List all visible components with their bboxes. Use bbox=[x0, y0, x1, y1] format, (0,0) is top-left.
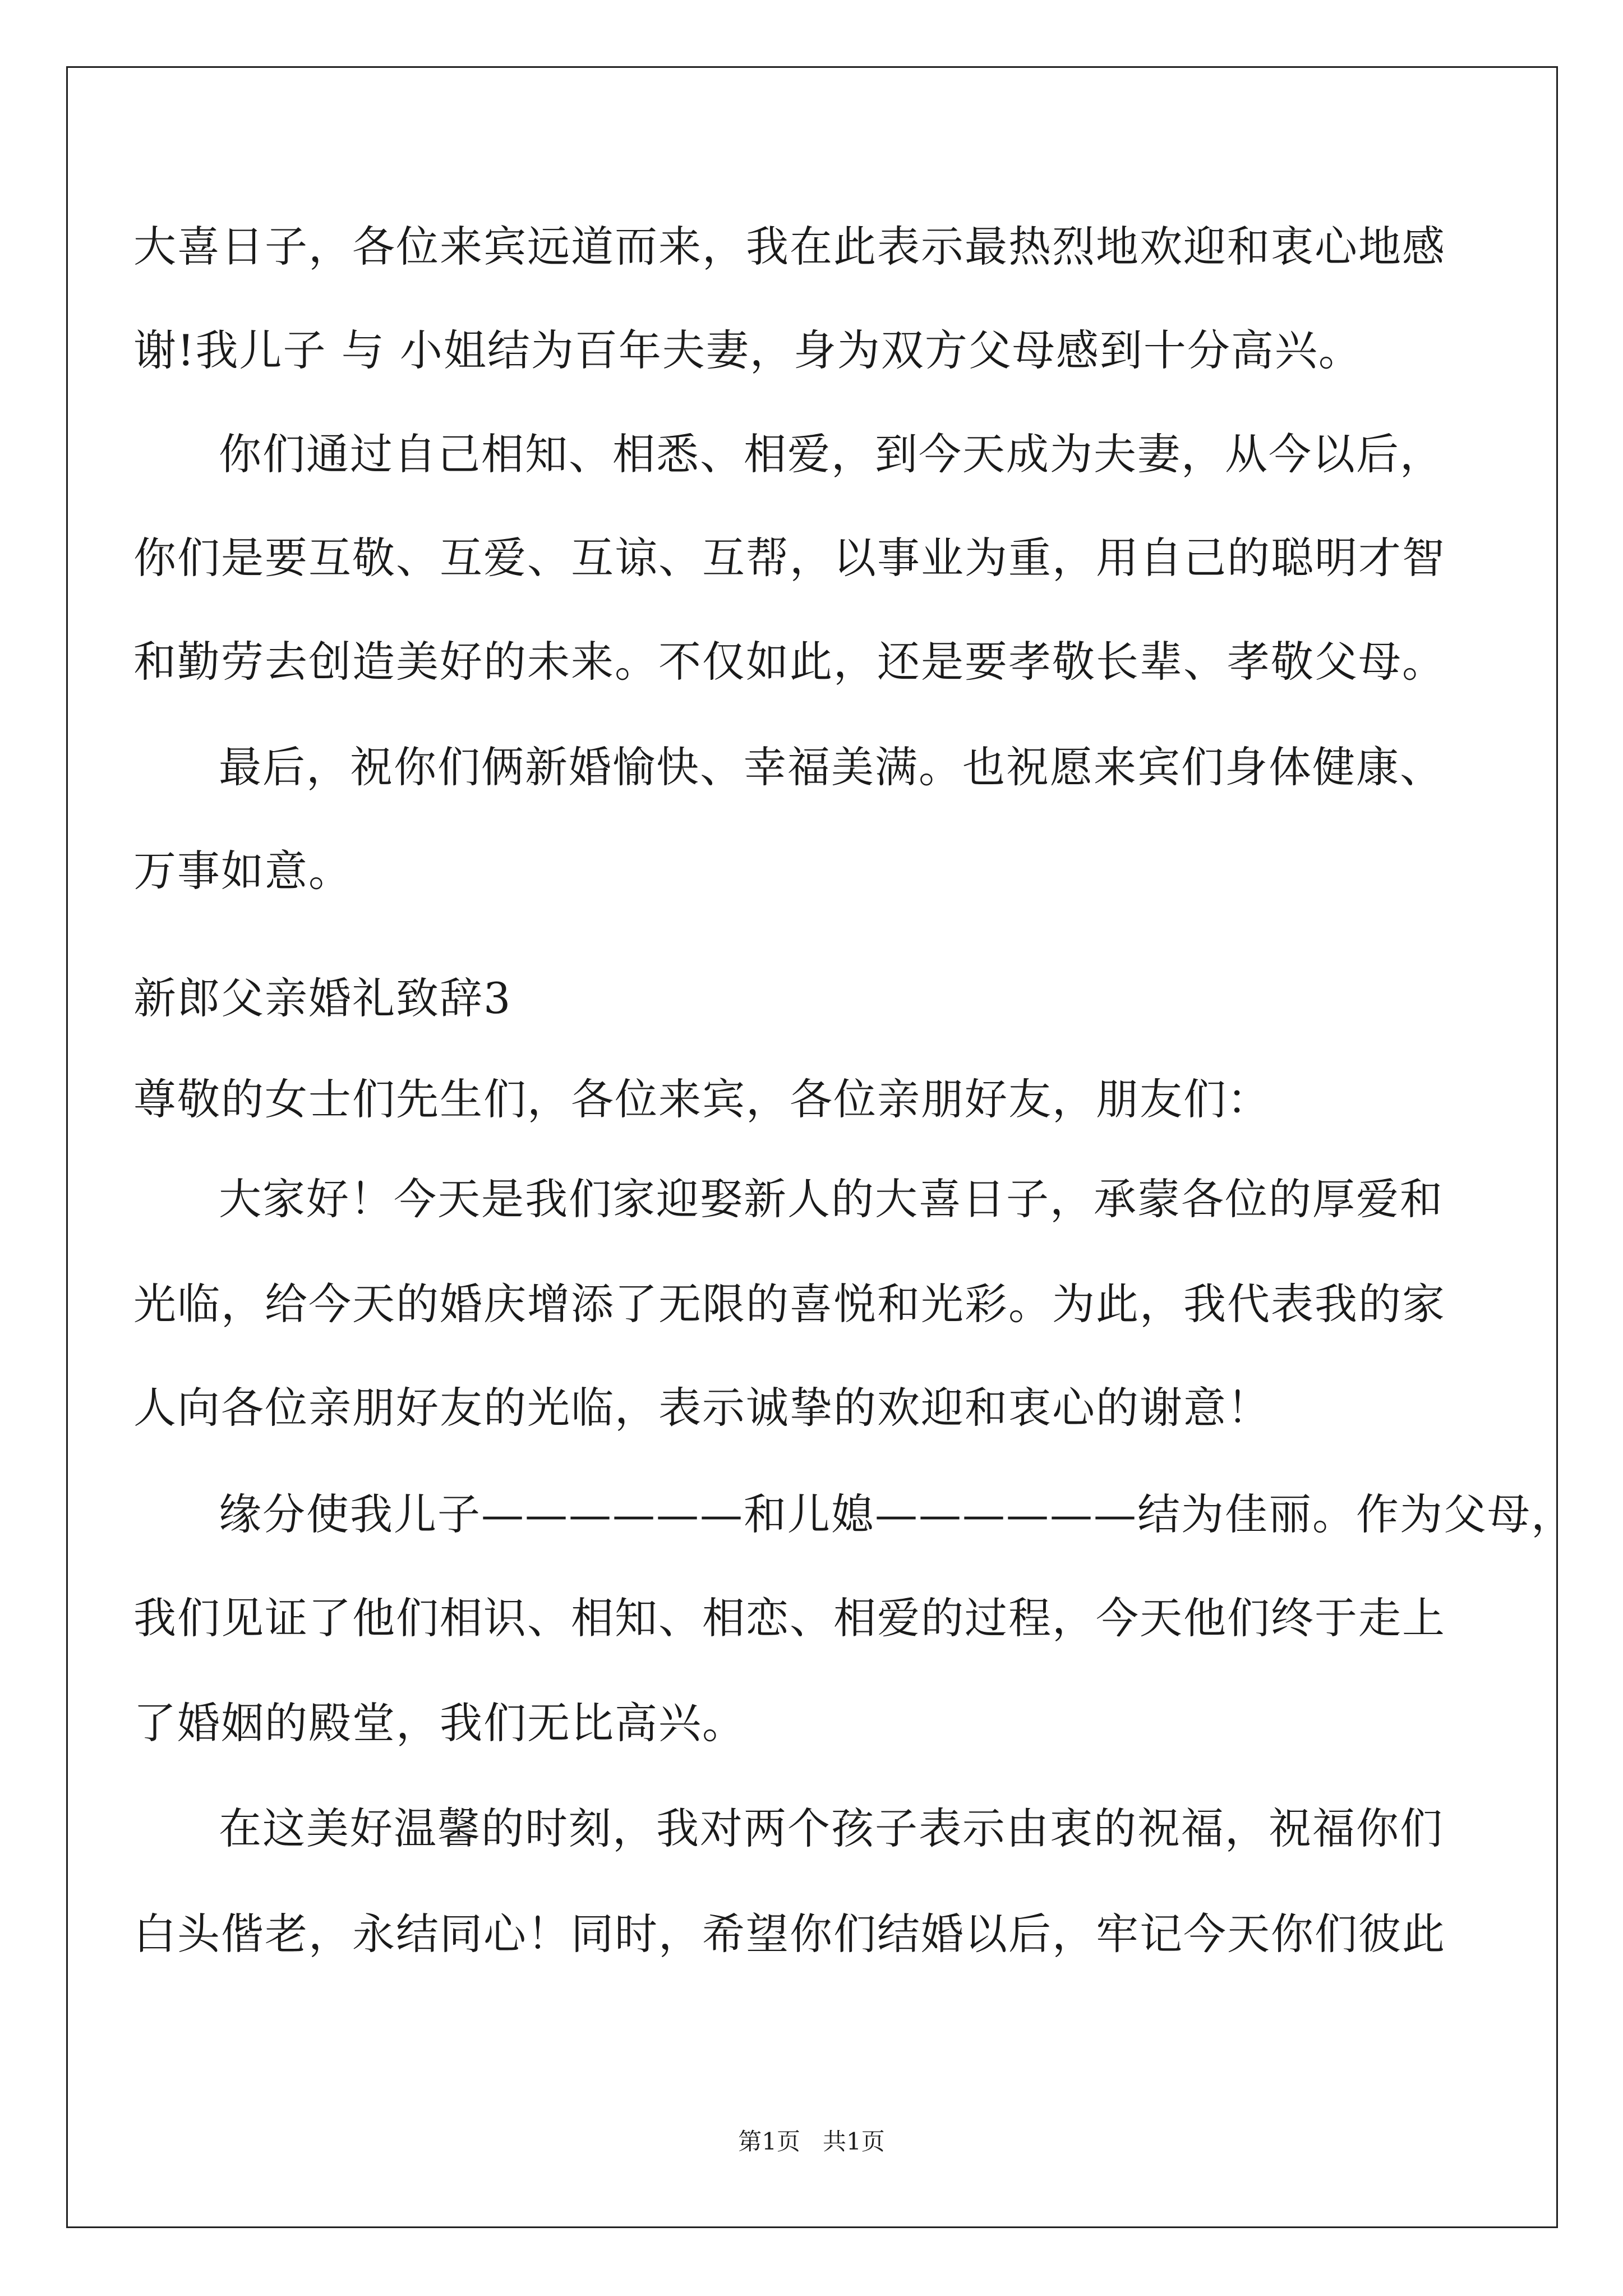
page-number: 第1页 bbox=[738, 2128, 800, 2155]
text-line: 人向各位亲朋好友的光临，表示诚挚的欢迎和衷心的谢意！ bbox=[133, 1383, 1271, 1433]
text-line: 在这美好温馨的时刻，我对两个孩子表示由衷的祝福，祝福你们 bbox=[219, 1803, 1444, 1853]
page-total: 共1页 bbox=[823, 2128, 885, 2155]
page-footer bbox=[0, 2126, 1623, 2157]
text-line: 最后，祝你们俩新婚愉快、幸福美满。也祝愿来宾们身体健康、 bbox=[219, 742, 1444, 792]
section-heading: 新郎父亲婚礼致辞3 bbox=[133, 973, 512, 1023]
text-line: 你们是要互敬、互爱、互谅、互帮，以事业为重，用自己的聪明才智 bbox=[133, 533, 1446, 583]
page-frame bbox=[66, 66, 1558, 2228]
text-line: 和勤劳去创造美好的未来。不仅如此，还是要孝敬长辈、孝敬父母。 bbox=[133, 637, 1446, 687]
text-line: 万事如意。 bbox=[133, 846, 352, 896]
text-line: 缘分使我儿子——————和儿媳——————结为佳丽。作为父母， bbox=[219, 1489, 1575, 1539]
text-line: 大喜日子，各位来宾远道而来，我在此表示最热烈地欢迎和衷心地感 bbox=[133, 222, 1446, 272]
text-line: 白头偕老，永结同心！同时，希望你们结婚以后，牢记今天你们彼此 bbox=[133, 1909, 1446, 1959]
text-line: 大家好！今天是我们家迎娶新人的大喜日子，承蒙各位的厚爱和 bbox=[219, 1174, 1444, 1224]
text-line: 谢!我儿子 与 小姐结为百年夫妻，身为双方父母感到十分高兴。 bbox=[133, 325, 1362, 375]
text-line: 了婚姻的殿堂，我们无比高兴。 bbox=[133, 1698, 746, 1748]
text-line: 我们见证了他们相识、相知、相恋、相爱的过程，今天他们终于走上 bbox=[133, 1593, 1446, 1643]
text-line: 光临，给今天的婚庆增添了无限的喜悦和光彩。为此，我代表我的家 bbox=[133, 1279, 1446, 1329]
text-line: 你们通过自己相知、相悉、相爱，到今天成为夫妻，从今以后， bbox=[219, 429, 1444, 479]
salutation: 尊敬的女士们先生们，各位来宾，各位亲朋好友，朋友们： bbox=[133, 1074, 1271, 1124]
